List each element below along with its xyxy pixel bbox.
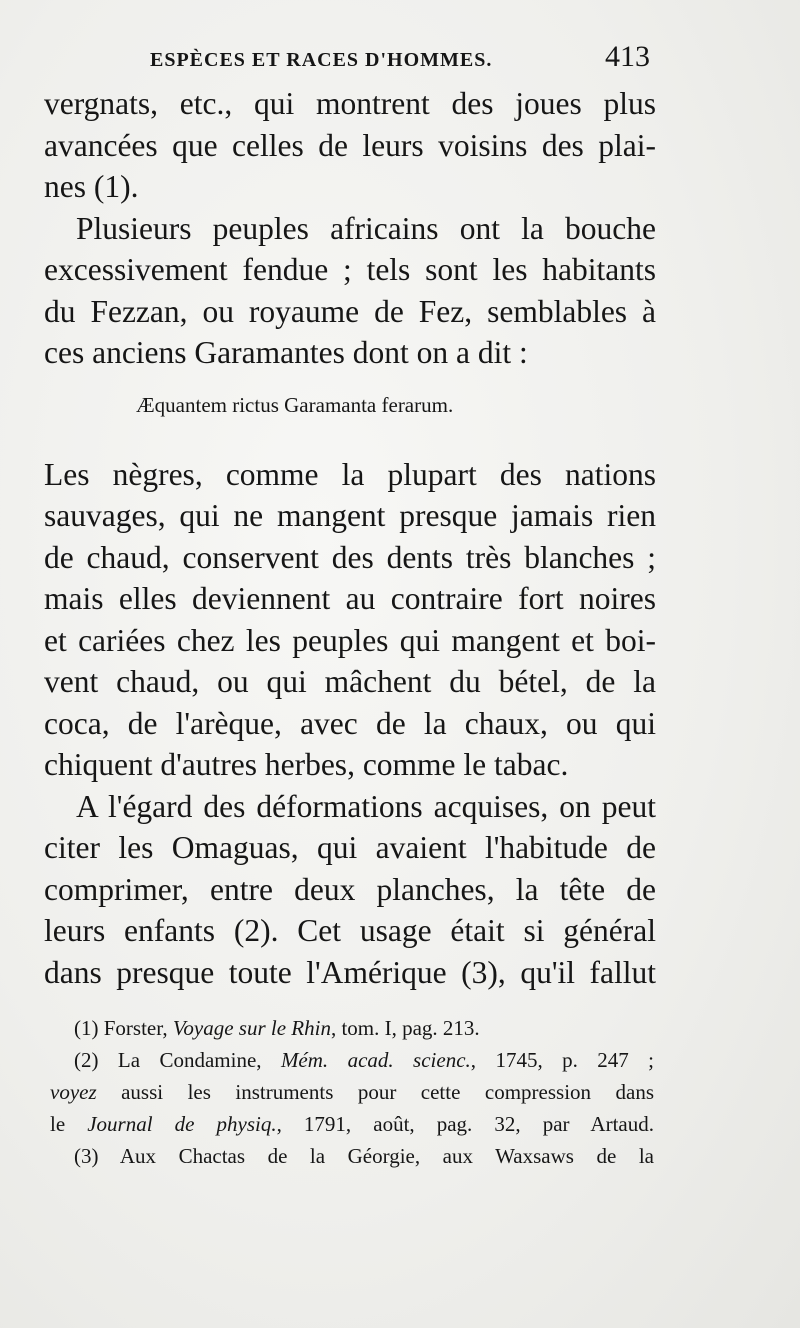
footnote-title: Voyage sur le Rhin bbox=[172, 1016, 331, 1040]
text-line: nes (1). bbox=[44, 169, 139, 204]
running-head: ESPÈCES ET RACES D'HOMMES. bbox=[150, 49, 493, 71]
latin-quotation: Æquantem rictus Garamanta ferarum. bbox=[136, 392, 454, 417]
text-line: comprimer, entre deux planches, la tête de bbox=[44, 871, 656, 907]
footnote-2-line-3 bbox=[50, 1108, 654, 1140]
text-line: chiquent d'autres herbes, comme le tabac. bbox=[44, 747, 569, 782]
footnote-2-line-1 bbox=[50, 1044, 654, 1076]
text-line: excessivement fendue ; tels sont les habitants bbox=[44, 252, 656, 287]
footnote-text: , tom. I, pag. 213. bbox=[330, 1016, 480, 1040]
footnote-text: (2) La Condamine, bbox=[74, 1048, 281, 1072]
footnote-1 bbox=[50, 1012, 654, 1044]
text-line: et cariées chez les peuples qui mangent et boi- bbox=[44, 622, 656, 658]
page-header bbox=[150, 40, 650, 80]
text-line: citer les Omaguas, qui avaient l'habitude de bbox=[44, 830, 656, 865]
footnote-text: , 1791, août, pag. 32, par Artaud. bbox=[276, 1112, 654, 1136]
footnote-3: (3) Aux Chactas de la Géorgie, aux Waxsaws de la bbox=[74, 1144, 654, 1168]
text-line: Plusieurs peuples africains ont la bouche bbox=[76, 210, 656, 246]
text-line: sauvages, qui ne mangent presque jamais rien bbox=[44, 498, 656, 533]
footnote-2-line-2 bbox=[50, 1076, 654, 1108]
footnote-italic: voyez bbox=[50, 1080, 97, 1104]
text-line: avancées que celles de leurs voisins des plai- bbox=[44, 127, 656, 163]
paragraph-3 bbox=[44, 454, 656, 786]
footnote-text: aussi les instruments pour cette compression dans bbox=[96, 1080, 654, 1104]
text-line: leurs enfants (2). Cet usage était si général bbox=[44, 913, 656, 948]
text-line: dans presque toute l'Amérique (3), qu'il fallut bbox=[44, 954, 656, 990]
text-line: ces anciens Garamantes dont on a dit : bbox=[44, 335, 528, 370]
footnote-title: Journal de physiq. bbox=[87, 1112, 277, 1136]
main-text bbox=[44, 83, 656, 993]
text-line: coca, de l'arèque, avec de la chaux, ou qui bbox=[44, 705, 656, 741]
paragraph-2 bbox=[44, 208, 656, 374]
text-line: Les nègres, comme la plupart des nations bbox=[44, 456, 656, 492]
text-line: A l'égard des déformations acquises, on peut bbox=[76, 788, 656, 824]
text-line: vergnats, etc., qui montrent des joues plus bbox=[44, 86, 656, 121]
footnote-text: le bbox=[50, 1112, 88, 1136]
footnote-title: Mém. acad. scienc. bbox=[280, 1048, 471, 1072]
footnote-text: (1) Forster, bbox=[74, 1016, 173, 1040]
text-line: du Fezzan, ou royaume de Fez, semblables à bbox=[44, 293, 656, 329]
footnotes bbox=[50, 1012, 654, 1172]
page-number: 413 bbox=[605, 40, 650, 73]
text-line: de chaud, conservent des dents très blanches ; bbox=[44, 539, 656, 575]
text-line: mais elles deviennent au contraire fort noires bbox=[44, 581, 656, 616]
text-line: vent chaud, ou qui mâchent du bétel, de la bbox=[44, 664, 656, 699]
footnote-text: , 1745, p. 247 ; bbox=[470, 1048, 654, 1072]
paragraph-4 bbox=[44, 786, 656, 994]
paragraph-1 bbox=[44, 83, 656, 208]
